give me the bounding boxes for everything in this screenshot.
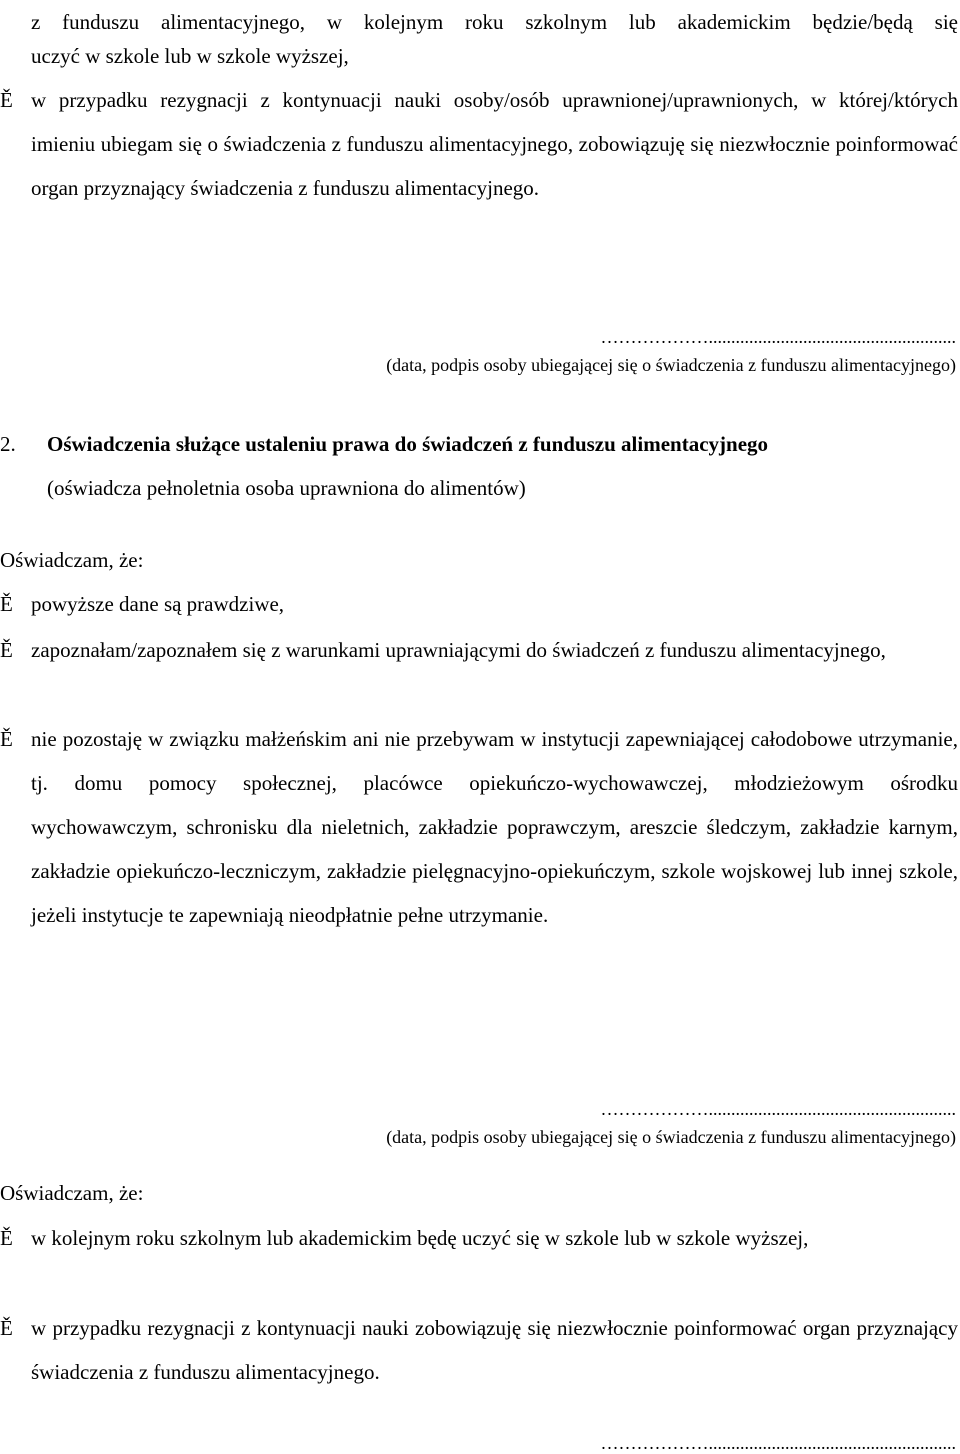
section-number: 2.: [0, 432, 16, 456]
signature-dots: ……………….......................................................: [600, 1099, 956, 1119]
bullet-icon: Ě: [0, 88, 13, 112]
bullet-icon: Ě: [0, 592, 13, 616]
declaration-label: Oświadczam, że:: [0, 1181, 144, 1205]
signature-block: [386, 1098, 956, 1148]
declaration-label: Oświadczam, że:: [0, 548, 144, 572]
bullet-icon: Ě: [0, 638, 13, 662]
section-subtitle: (oświadcza pełnoletnia osoba uprawniona do alimentów): [47, 476, 526, 500]
bullet-icon: Ě: [0, 727, 13, 751]
continuation-line-1: z funduszu alimentacyjnego, w kolejnym roku szkolnym lub akademickim będzie/będą się: [31, 10, 958, 34]
bullet-text: powyższe dane są prawdziwe,: [31, 592, 285, 616]
bullet-icon: Ě: [0, 1226, 13, 1250]
continuation-line-2: uczyć w szkole lub w szkole wyższej,: [31, 44, 349, 68]
bullet-text: zapoznałam/zapoznałem się z warunkami uprawniającymi do świadczeń z funduszu alimentacyjnego,: [31, 638, 886, 662]
signature-block: [386, 326, 956, 376]
signature-dots: ……………….......................................................: [600, 1433, 956, 1453]
bullet-icon: Ě: [0, 1316, 13, 1340]
signature-block: [601, 1432, 957, 1454]
section-title: Oświadczenia służące ustaleniu prawa do świadczeń z funduszu alimentacyjnego: [47, 432, 769, 456]
bullet-text: w kolejnym roku szkolnym lub akademickim będę uczyć się w szkole lub w szkole wyższej,: [31, 1226, 809, 1250]
signature-dots: ……………….......................................................: [600, 327, 956, 347]
signature-caption: (data, podpis osoby ubiegającej się o świadczenia z funduszu alimentacyjnego): [386, 355, 956, 375]
bullet-text: w przypadku rezygnacji z kontynuacji nauki osoby/osób uprawnionej/uprawnionych, w której/których imieniu ubiegam się o świadczenia z funduszu alimentacyjnego, zobowiązuję się niezwłocznie poinformować organ przyznający świadczenia z funduszu alimentacyjnego.: [31, 88, 958, 200]
bullet-text: nie pozostaję w związku małżeńskim ani nie przebywam w instytucji zapewniającej całodobowe utrzymanie, tj. domu pomocy społecznej, placówce opiekuńczo-wychowawczej, młodzieżowym ośrodku wychowawczym, schronisku dla nieletnich, zakładzie poprawczym, areszcie śledczym, zakładzie karnym, zakładzie opiekuńczo-leczniczym, zakładzie pielęgnacyjno-opiekuńczym, szkole wojskowej lub innej szkole, jeżeli instytucje te zapewniają nieodpłatnie pełne utrzymanie.: [31, 727, 958, 927]
bullet-text: w przypadku rezygnacji z kontynuacji nauki zobowiązuję się niezwłocznie poinformować organ przyznający świadczenia z funduszu alimentacyjnego.: [31, 1316, 958, 1384]
signature-caption: (data, podpis osoby ubiegającej się o świadczenia z funduszu alimentacyjnego): [386, 1127, 956, 1147]
